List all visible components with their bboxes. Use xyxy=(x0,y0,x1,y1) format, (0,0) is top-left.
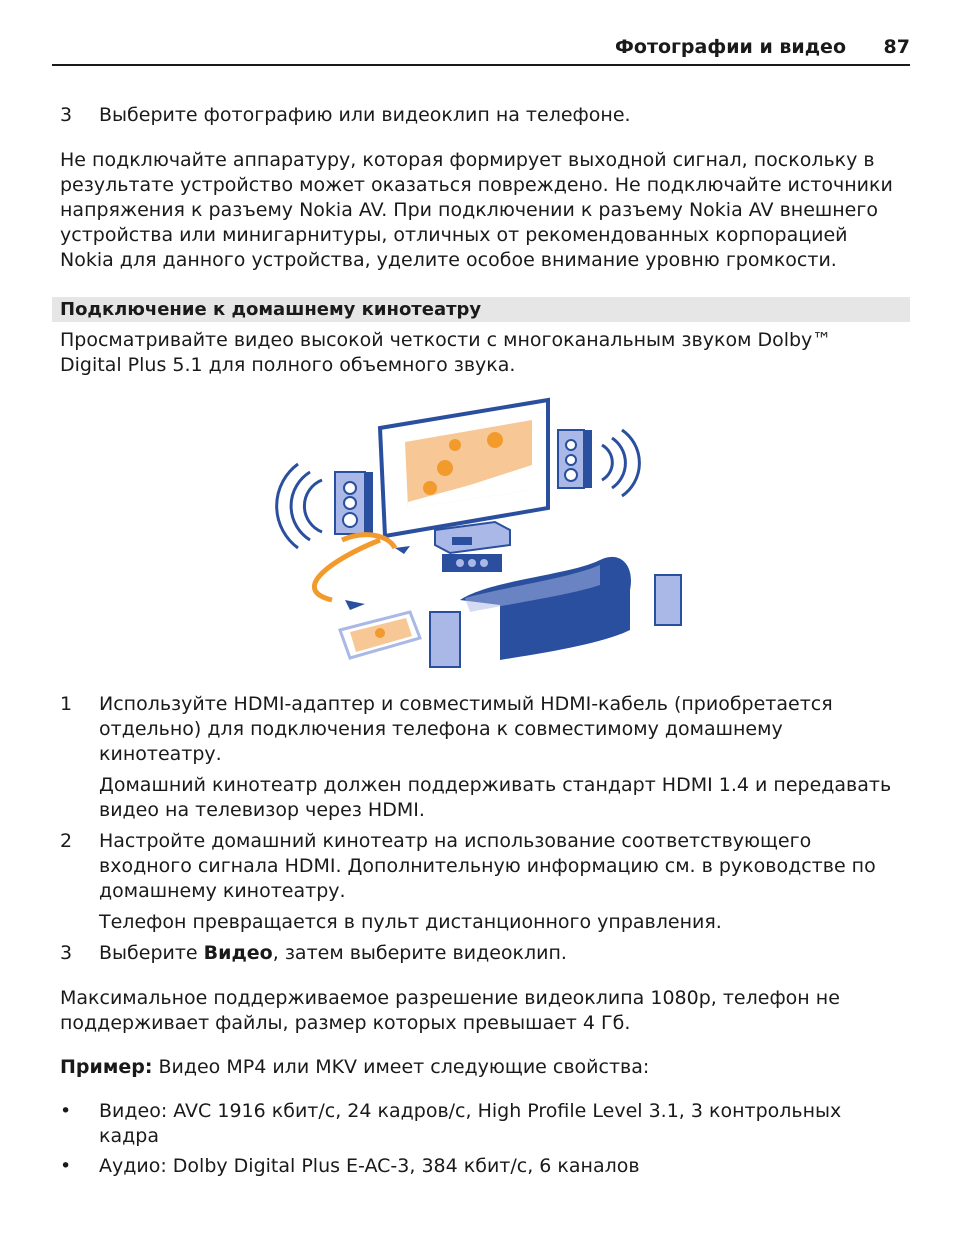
section-heading-bar xyxy=(52,297,910,322)
hdmi-cable-icon xyxy=(314,535,395,600)
note-line: Домашний кинотеатр должен поддерживать стандарт HDMI 1.4 и передавать xyxy=(99,774,892,796)
example-text: Видео MP4 или MKV имеет следующие свойства: xyxy=(152,1056,650,1078)
step-line: Используйте HDMI-адаптер и совместимый HDMI-кабель (приобретается xyxy=(99,693,833,715)
step-2-text xyxy=(99,829,909,904)
warning-line: результате устройство может оказаться повреждено. Не подключайте источники xyxy=(60,174,893,196)
step-line: входного сигнала HDMI. Дополнительную информацию см. в руководстве по xyxy=(99,855,876,877)
header-section-title: Фотографии и видео xyxy=(615,36,846,58)
bullet-line: кадра xyxy=(99,1125,159,1147)
sound-waves-right-icon xyxy=(602,430,639,496)
example-paragraph xyxy=(60,1055,910,1080)
step-number: 1 xyxy=(60,693,73,715)
bullet-line: Видео: AVC 1916 кбит/с, 24 кадров/с, High Profile Level 3.1, 3 контрольных xyxy=(99,1100,842,1122)
phone-icon xyxy=(340,612,420,658)
intro-step-number: 3 xyxy=(60,104,73,126)
section-intro-line: Просматривайте видео высокой четкости с многоканальным звуком Dolby™ xyxy=(60,329,832,351)
speaker-left-icon xyxy=(335,472,373,534)
step-line: кинотеатру. xyxy=(99,743,222,765)
sofa-icon xyxy=(430,557,681,667)
step-number: 2 xyxy=(60,830,73,852)
paragraph-line: поддерживает файлы, размер которых превышает 4 Гб. xyxy=(60,1012,631,1034)
arrow-icon xyxy=(345,546,410,610)
step-number: 3 xyxy=(60,942,73,964)
page-number: 87 xyxy=(883,36,910,58)
max-resolution-paragraph xyxy=(60,986,910,1036)
section-title: Подключение к домашнему кинотеатру xyxy=(60,299,482,320)
step-line: домашнему кинотеатру. xyxy=(99,880,346,902)
warning-paragraph xyxy=(60,148,910,273)
center-speaker-icon xyxy=(442,554,502,572)
bullet-item xyxy=(99,1154,909,1179)
tv-icon xyxy=(380,400,548,536)
bullet-item xyxy=(99,1099,909,1149)
example-label: Пример: xyxy=(60,1056,153,1078)
note-line: Телефон превращается в пульт дистанционного управления. xyxy=(99,911,722,933)
step-1-note xyxy=(99,773,909,823)
warning-line: Не подключайте аппаратуру, которая формирует выходной сигнал, поскольку в xyxy=(60,149,875,171)
step-3-text xyxy=(99,941,909,966)
step-2-note xyxy=(99,910,909,935)
paragraph-line: Максимальное поддерживаемое разрешение видеоклипа 1080p, телефон не xyxy=(60,987,840,1009)
intro-step-text: Выберите фотографию или видеоклип на телефоне. xyxy=(99,104,631,126)
warning-line: напряжения к разъему Nokia AV. При подключении к разъему Nokia AV внешнего xyxy=(60,199,878,221)
video-menu-label: Видео xyxy=(203,942,273,964)
section-intro xyxy=(60,328,910,378)
sound-waves-left-icon xyxy=(277,464,322,548)
bullet-line: Аудио: Dolby Digital Plus E-AC-3, 384 кбит/с, 6 каналов xyxy=(99,1155,640,1177)
step-1-text xyxy=(99,692,909,767)
page-header xyxy=(52,36,910,66)
warning-line: Nokia для данного устройства, уделите особое внимание уровню громкости. xyxy=(60,249,837,271)
warning-line: устройства или минигарнитуры, отличных от рекомендованных корпорацией xyxy=(60,224,848,246)
step-3-prefix: Выберите xyxy=(99,942,204,964)
step-line: Настройте домашний кинотеатр на использование соответствующего xyxy=(99,830,812,852)
note-line: видео на телевизор через HDMI. xyxy=(99,799,425,821)
speaker-right-icon xyxy=(558,430,592,488)
bullet-symbol: • xyxy=(60,1155,72,1177)
step-3-suffix: , затем выберите видеоклип. xyxy=(272,942,567,964)
section-intro-line: Digital Plus 5.1 для полного объемного звука. xyxy=(60,354,516,376)
step-line: отдельно) для подключения телефона к совместимому домашнему xyxy=(99,718,783,740)
bullet-symbol: • xyxy=(60,1100,72,1122)
home-theater-illustration xyxy=(270,390,690,680)
